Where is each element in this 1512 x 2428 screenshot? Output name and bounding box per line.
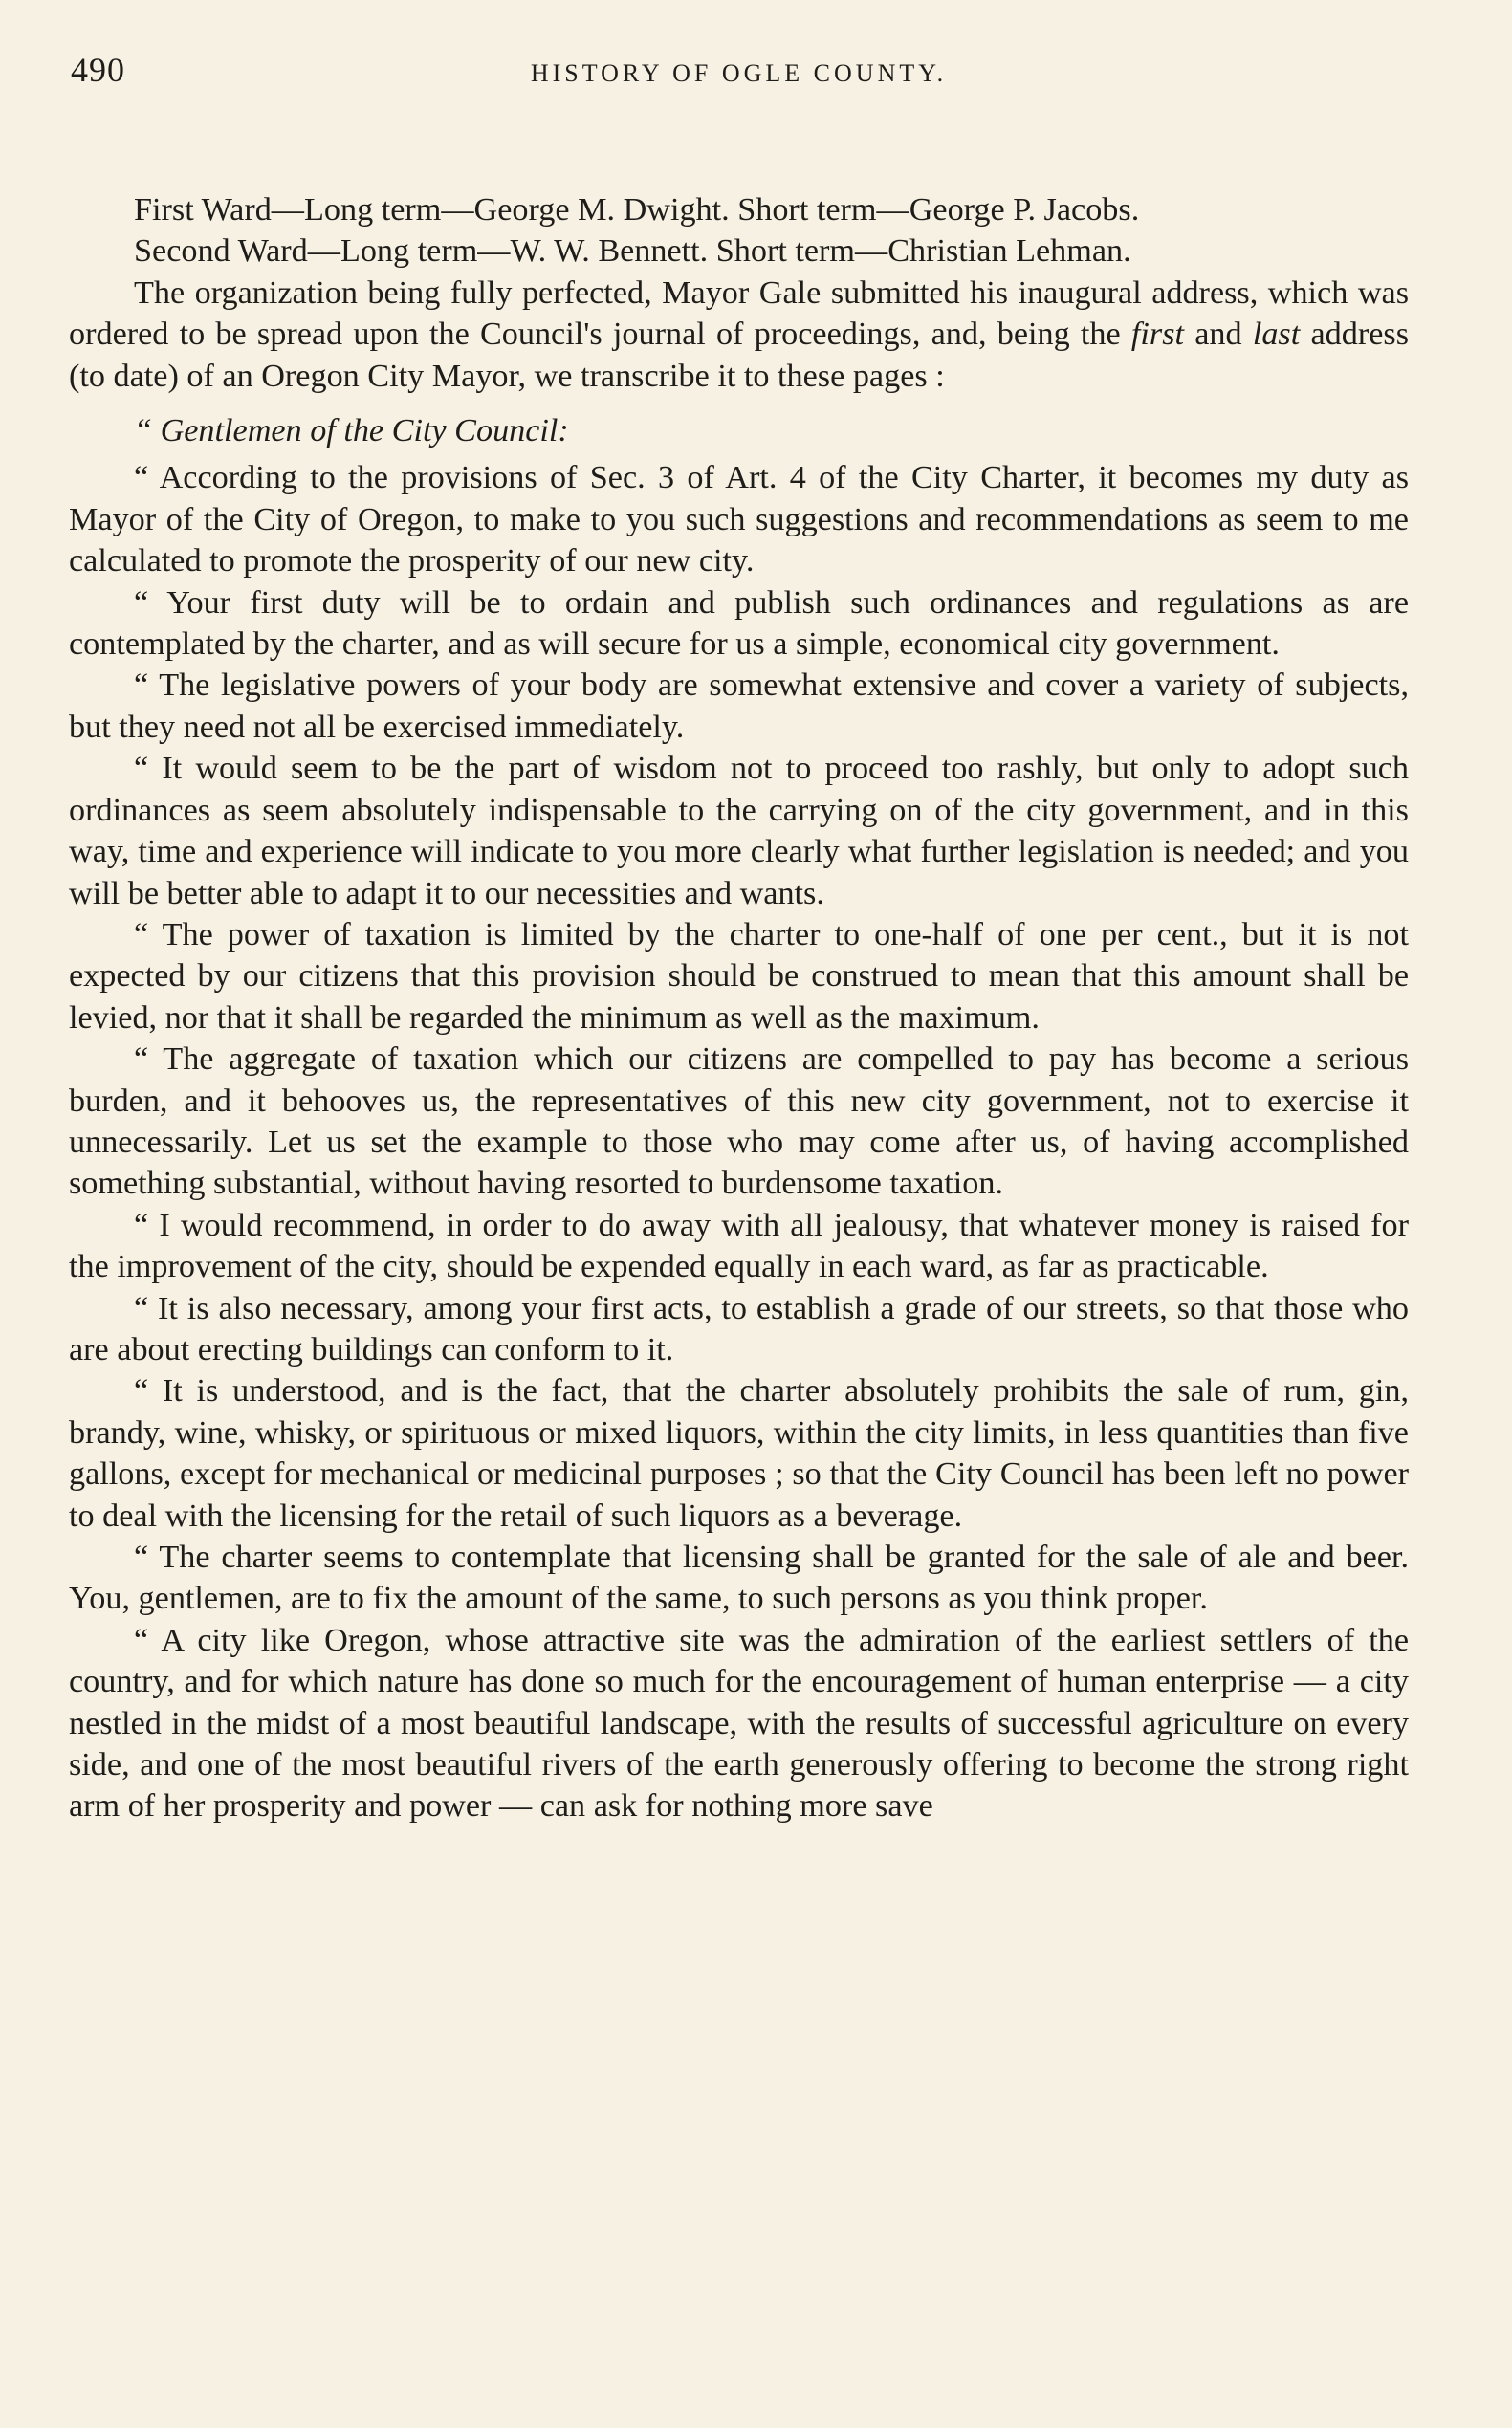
body-text [69,189,1409,1827]
paragraph-organization [69,273,1409,397]
paragraph-legislative-powers: “ The legislative powers of your body are somewhat extensive and cover a variety of subjects, but they need not all be exercised immediately. [69,667,1409,745]
page-number: 490 [71,51,125,89]
running-title: HISTORY OF OGLE COUNTY. [530,59,948,87]
paragraph-ale-beer-licensing: “ The charter seems to contemplate that licensing shall be granted for the sale of ale and beer. You, gentlemen, are to fix the amount of the same, to such persons as you think proper. [69,1540,1409,1617]
paragraph-liquor-prohibition: “ It is understood, and is the fact, that the charter absolutely prohibits the sale of rum, gin, brandy, wine, whisky, or spirituous or mixed liquors, within the city limits, in less quantities than five gallons, except for mechanical or medicinal purposes ; so that the City Council has been left no power to deal with the licensing for the retail of such liquors as a beverage. [69,1373,1409,1534]
paragraph-ward-equality: “ I would recommend, in order to do away with all jealousy, that whatever money is raised for the improvement of the city, should be expended equally in each ward, as far as practicable. [69,1207,1409,1285]
organization-text-c: address (to date) of an Oregon City Mayor, we transcribe it to these pages : [69,317,1410,394]
paragraph-first-ward: First Ward—Long term—George M. Dwight. Short term—George P. Jacobs. [134,192,1140,228]
paragraph-city-like-oregon: “ A city like Oregon, whose attractive site was the admiration of the earliest settlers of the country, and for which nature has done so much for the encouragement of human enterprise — a city nestled in the midst of a most beautiful landscape, with the results of successful agriculture on every side, and one of the most beautiful rivers of the earth generously offering to become the strong right arm of her prosperity and power — can ask for nothing more save [69,1622,1409,1825]
salutation-quote: “ [134,413,161,449]
paragraph-second-ward: Second Ward—Long term—W. W. Bennett. Short term—Christian Lehman. [134,233,1131,270]
italic-last: last [1252,317,1301,353]
paragraph-street-grade: “ It is also necessary, among your first acts, to establish a grade of our streets, so that those who are about erecting buildings can conform to it. [69,1290,1409,1367]
paragraph-wisdom: “ It would seem to be the part of wisdom not to proceed too rashly, but only to adopt such ordinances as seem absolutely indispensable to the carrying on of the city government, and in this way, time and experience will indicate to you more clearly what further legislation is needed; and you will be better able to adapt it to our necessities and wants. [69,751,1409,911]
paragraph-charter-duty: “ According to the provisions of Sec. 3 of Art. 4 of the City Charter, it becomes my duty as Mayor of the City of Oregon, to make to you such suggestions and recommendations as seem to me calculated to promote the prosperity of our new city. [69,460,1409,580]
salutation-text: Gentlemen of the City Council: [160,413,569,449]
salutation [69,410,1409,451]
paragraph-taxation-limit: “ The power of taxation is limited by the charter to one-half of one per cent., but it is not expected by our citizens that this provision should be construed to mean that this amount shall be levied, nor that it shall be regarded the minimum as well as the maximum. [69,916,1409,1036]
paragraph-first-duty: “ Your first duty will be to ordain and publish such ordinances and regulations as are contemplated by the charter, and as will secure for us a simple, economical city government. [69,584,1409,663]
running-head [69,50,1409,107]
italic-first: first [1130,317,1185,353]
paragraph-taxation-burden: “ The aggregate of taxation which our citizens are compelled to pay has become a serious burden, and it behooves us, the representatives of this new city government, not to exercise it unnecessarily. Let us set the example to those who may come after us, of having accomplished something substantial, without having resorted to burdensome taxation. [69,1041,1409,1202]
organization-text-a: The organization being fully perfected, Mayor Gale submitted his inaugural address, which was ordered to be spread upon the Council's journal of proceedings, and, being the [69,274,1409,353]
organization-text-b: and [1184,317,1253,353]
